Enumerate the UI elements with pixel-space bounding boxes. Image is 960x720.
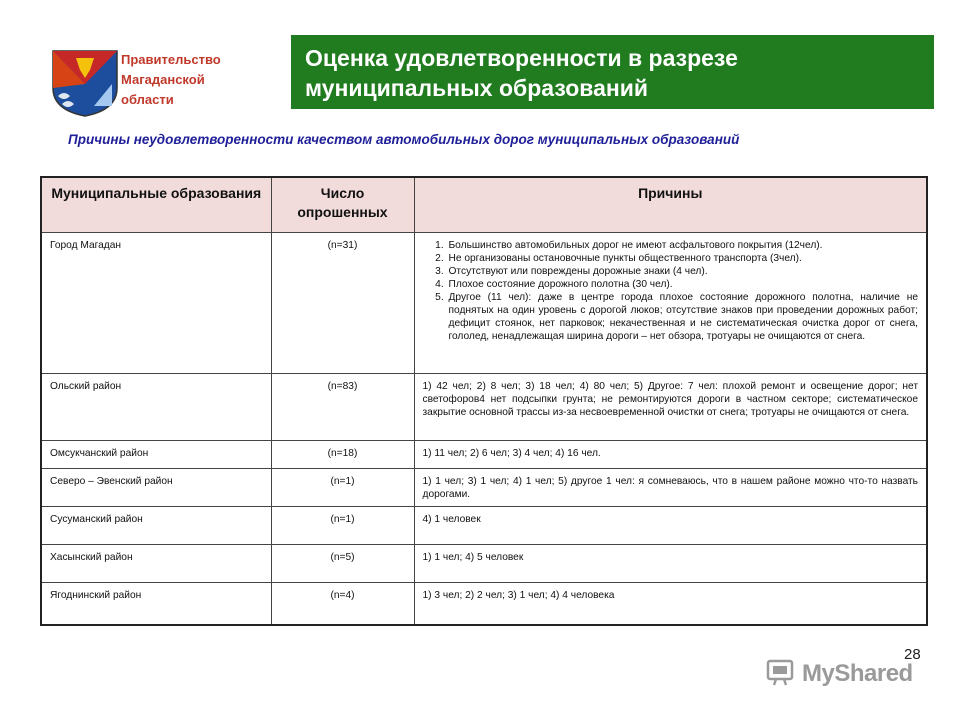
reasons-cell — [414, 233, 927, 374]
table-row — [41, 233, 927, 374]
reason-item: 1. Большинство автомобильных дорог не имеют асфальтового покрытия (12чел). — [447, 239, 919, 252]
organization-name — [121, 50, 261, 110]
header-reasons: Причины — [414, 177, 927, 233]
coat-of-arms-icon — [50, 48, 120, 118]
org-line-1: Правительство — [121, 52, 221, 67]
watermark-text: MyShared — [802, 660, 913, 687]
title-line-2: муниципальных образований — [305, 75, 649, 101]
header-count — [271, 177, 414, 233]
org-line-2: Магаданской — [121, 72, 205, 87]
respondent-count: (n=1) — [271, 469, 414, 507]
reason-item: 5. Другое (11 чел): даже в центре города плохое состояние дорожного полотна, наличие не поднятых на один уровень с дорогой люков; отсутствие знаков при проведении дорожных работ; дефицит стоянок, нет парковок; некачественная и не систематическая очистка дорог от снега, гололед, ненадлежащая ширина дороги – нет обзора, тротуары не очищаются от снега. — [447, 291, 919, 343]
table-row — [41, 507, 927, 545]
table-row — [41, 545, 927, 583]
watermark — [766, 656, 934, 692]
reasons-cell: 1) 1 чел; 3) 1 чел; 4) 1 чел; 5) другое 1 чел: я сомневаюсь, что в нашем районе можно что-то назвать дорогами. — [414, 469, 927, 507]
table-caption: Причины неудовлетворенности качеством автомобильных дорог муниципальных образований — [68, 132, 740, 147]
reason-item: 3. Отсутствуют или повреждены дорожные знаки (4 чел). — [447, 265, 919, 278]
reasons-cell: 4) 1 человек — [414, 507, 927, 545]
respondent-count: (n=83) — [271, 374, 414, 441]
respondent-count: (n=31) — [271, 233, 414, 374]
myshared-logo-icon — [766, 657, 796, 692]
page-title — [291, 35, 934, 109]
municipality-name: Северо – Эвенский район — [41, 469, 271, 507]
header-count-line-1: Число — [320, 185, 365, 201]
table-header-row — [41, 177, 927, 233]
reasons-cell: 1) 42 чел; 2) 8 чел; 3) 18 чел; 4) 80 чел; 5) Другое: 7 чел: плохой ремонт и освещение дорог; нет светофоров4 нет подсыпки грунта; не ремонтируются дороги в частном секторе; систематическое закрытие основной трассы из-за несвоевременной очистки от снега; тротуары не очищаются от снега. — [414, 374, 927, 441]
reason-item: 4. Плохое состояние дорожного полотна (30 чел). — [447, 278, 919, 291]
municipality-name: Ольский район — [41, 374, 271, 441]
reasons-table — [40, 176, 928, 626]
municipality-name: Омсукчанский район — [41, 441, 271, 469]
reasons-cell: 1) 1 чел; 4) 5 человек — [414, 545, 927, 583]
municipality-name: Город Магадан — [41, 233, 271, 374]
table-row — [41, 441, 927, 469]
table-row — [41, 583, 927, 625]
table-row — [41, 469, 927, 507]
respondent-count: (n=5) — [271, 545, 414, 583]
reason-item: 2. Не организованы остановочные пункты общественного транспорта (3чел). — [447, 252, 919, 265]
municipality-name: Хасынский район — [41, 545, 271, 583]
reasons-cell: 1) 3 чел; 2) 2 чел; 3) 1 чел; 4) 4 человека — [414, 583, 927, 625]
respondent-count: (n=4) — [271, 583, 414, 625]
reasons-list — [423, 239, 919, 343]
table-row — [41, 374, 927, 441]
title-line-1: Оценка удовлетворенности в разрезе — [305, 45, 738, 71]
header-municipality: Муниципальные образования — [41, 177, 271, 233]
header-count-line-2: опрошенных — [297, 204, 388, 220]
reasons-cell: 1) 11 чел; 2) 6 чел; 3) 4 чел; 4) 16 чел. — [414, 441, 927, 469]
municipality-name: Сусуманский район — [41, 507, 271, 545]
respondent-count: (n=1) — [271, 507, 414, 545]
respondent-count: (n=18) — [271, 441, 414, 469]
municipality-name: Ягоднинский район — [41, 583, 271, 625]
org-line-3: области — [121, 92, 174, 107]
page-number: 28 — [904, 646, 921, 663]
